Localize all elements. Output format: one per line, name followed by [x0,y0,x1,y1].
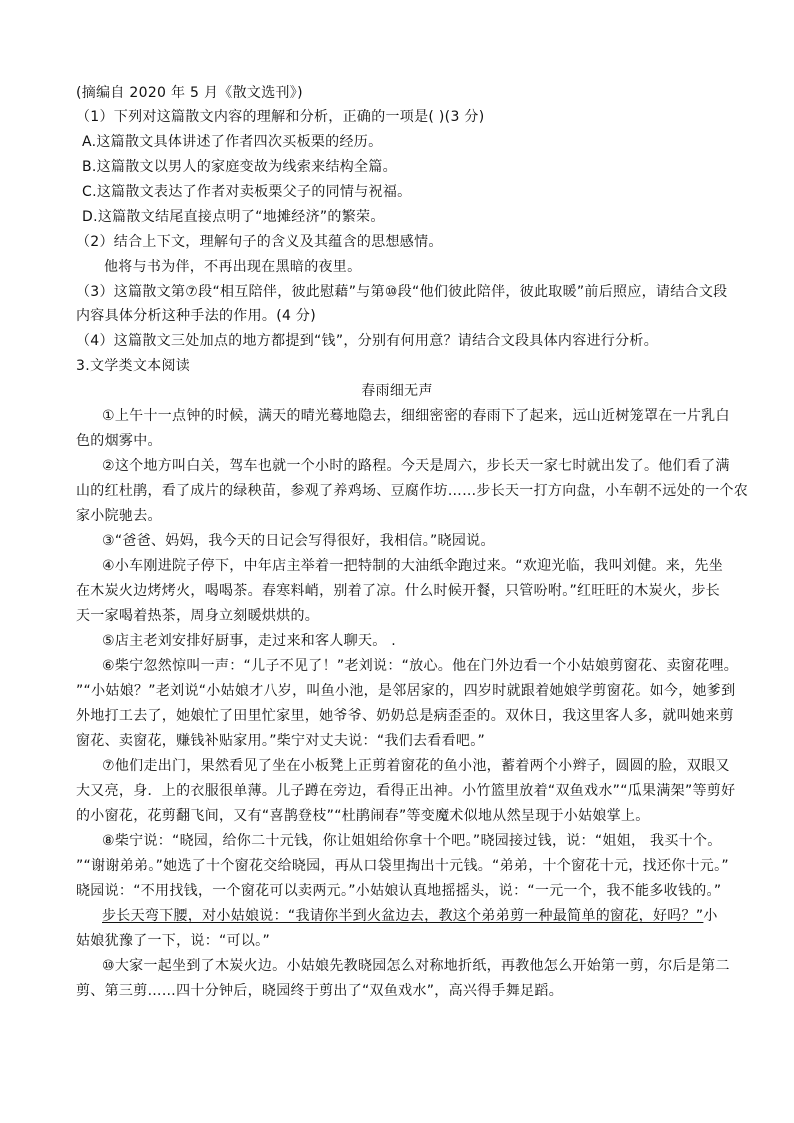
paragraph-line: 山的红杜鹃，看了成片的绿秧苗，参观了养鸡场、豆腐作坊……步长天一打方向盘，小车朝不远处的一个农 [76,483,749,499]
option-d: D.这篇散文结尾直接点明了“地摊经济”的繁荣。 [82,209,385,225]
paragraph-line: ③“爸爸、妈妈，我今天的日记会写得很好，我相信。”晓园说。 [102,533,495,549]
paragraph-line: ⑥柴宁忽然惊叫一声：“儿子不见了！”老刘说：“放心。他在门外边看一个小姑娘剪窗花、卖窗花哩。 [102,658,739,674]
paragraph-line: 在木炭火边烤烤火，喝喝茶。春寒料峭，别着了凉。什么时候开餐，只管吩咐。”红旺旺的木炭火，步长 [76,583,721,599]
paragraph-line: 家小院驰去。 [76,508,162,524]
paragraph-line: 大又亮，身．上的衣服很单薄。儿子蹲在旁边，看得正出神。小竹篮里放着“双鱼戏水”“瓜果满架”等剪好 [76,783,736,799]
option-a: A.这篇散文具体讲述了作者四次买板栗的经历。 [82,134,383,150]
paragraph-line: ⑦他们走出门，果然看见了坐在小板凳上正剪着窗花的鱼小池，蓄着两个小辫子，圆圆的脸，双眼又 [102,758,730,774]
underlined-sentence: 步长天弯下腰，对小姑娘说：“我请你半到火盆边去，教这个弟弟剪一种最简单的窗花，好吗？” [102,908,704,924]
paragraph-line: 窗花、卖窗花，赚钱补贴家用。”柴宁对丈夫说：“我们去看看吧。” [76,733,486,749]
question-2-quote: 他将与书为伴，不再出现在黑暗的夜里。 [104,259,362,275]
paragraph-line: 外地打工去了，她娘忙了田里忙家里，她爷爷、奶奶总是病歪歪的。双休日，我这里客人多，就叫她来剪 [76,708,734,724]
paragraph-line: 色的烟雾中。 [76,433,162,449]
line-tail: 小 [703,908,718,924]
paragraph-line: ⑧柴宁说：“晓园，给你二十元钱，你让姐姐给你拿十个吧。”晓园接过钱，说：“姐姐， 我买十个。 [102,833,722,849]
option-b: B.这篇散文以男人的家庭变故为线索来结构全篇。 [82,159,397,175]
question-3-line-2: 内容具体分析这种手法的作用。(4 分) [76,308,316,324]
option-c: C.这篇散文表达了作者对卖板栗父子的同情与祝福。 [82,184,412,200]
paragraph-line: ”“小姑娘？”老刘说“小姑娘才八岁，叫鱼小池，是邻居家的，四岁时就跟着她娘学剪窗花。如今，她爹到 [76,683,736,699]
source-note: (摘编自 2020 年 5 月《散文选刊》) [76,85,303,101]
paragraph-line: ⑤店主老刘安排好厨事，走过来和客人聊天。 . [102,633,397,649]
section-heading: 3.文学类文本阅读 [76,358,191,374]
question-4: （4）这篇散文三处加点的地方都提到“钱”，分别有何用意？请结合文段具体内容进行分析。 [76,333,659,349]
paragraph-line: ”“谢谢弟弟。”她选了十个窗花交给晓园，再从口袋里掏出十元钱。“弟弟，十个窗花十元，找还你十元。” [76,858,729,874]
paragraph-line: 天一家喝着热茶，周身立刻暖烘烘的。 [76,608,320,624]
paragraph-line: 的小窗花，花剪翻飞间，又有“喜鹊登枝”“杜鹃闹春”等变魔术似地从然呈现于小姑娘掌上。 [76,808,650,824]
paragraph-line: 剪、第三剪……四十分钟后，晓园终于剪出了“双鱼戏水”，高兴得手舞足蹈。 [76,983,564,999]
article-title: 春雨细无声 [361,383,433,399]
paragraph-line-underlined [102,907,752,925]
question-1: （1）下列对这篇散文内容的理解和分析，正确的一项是( )(3 分) [76,109,485,125]
question-3-line-1: （3）这篇散文第⑦段“相互陪伴，彼此慰藉”与第⑩段“他们彼此陪伴，彼此取暖”前后照应，请结合文段 [76,284,728,300]
paragraph-line: ①上午十一点钟的时候，满天的晴光蓦地隐去，细细密密的春雨下了起来，远山近树笼罩在一片乳白 [102,408,730,424]
paragraph-line: 姑娘犹豫了一下，说：“可以。” [76,933,271,949]
paragraph-line: ④小车刚进院子停下，中年店主举着一把特制的大油纸伞跑过来。“欢迎光临，我叫刘健。来，先坐 [102,558,724,574]
question-2: （2）结合上下文，理解句子的含义及其蕴含的思想感情。 [76,234,443,250]
paragraph-line: 晓园说：“不用找钱，一个窗花可以卖两元。”小姑娘认真地摇摇头，说：“一元一个，我不能多收钱的。” [76,883,722,899]
paragraph-line: ②这个地方叫白关，驾车也就一个小时的路程。今天是周六，步长天一家七时就出发了。他们看了满 [102,458,730,474]
paragraph-line: ⑩大家一起坐到了木炭火边。小姑娘先教晓园怎么对称地折纸，再教他怎么开始第一剪，尔后是第二 [102,958,730,974]
